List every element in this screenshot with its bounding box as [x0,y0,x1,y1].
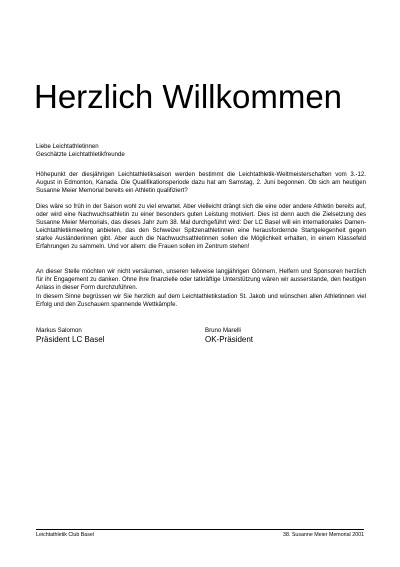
signature-left [36,327,104,345]
page-title: Herzlich Willkommen [34,78,343,115]
paragraph-1: Höhepunkt der diesjährigen Leichtathletiksaison werden bestimmt die Leichtathletik-Weltmeisterschaften vom 3.-12. August in Edmonton, Kanada. Die Qualifikationsperiode dazu hat am Samstag, 2. Juni begonnen. Ob sich am heutigen Susanne Meier Memorial bereits ein Athletin qualifiziert? [36,171,366,195]
paragraph-3: An dieser Stelle möchten wir nicht versäumen, unseren teilweise langjährigen Gönnern, Helfern und Sponsoren herzlich für ihr Engagement zu danken. Ohne ihre finanzielle oder tatkräftige Unterstützung wären wir ausserstande, den heutigen Anlass in dieser Form durchzuführen. [36,268,366,292]
footer-divider [36,529,364,530]
signature-name: Bruno Marelli [205,327,241,334]
paragraph-2: Dies wäre so früh in der Saison wohl zu viel erwartet. Aber vielleicht drängt sich die eine oder andere Athletin bereits auf, oder wird eine Nachwuchsathletin zu einer besonders guten Leistung motiviert. Dies ist denn auch die Zielsetzung des Susanne Meier Memorials, das dieses Jahr zum 38. Mal durchgeführt wird: Der LC Basel will ein internationales Damen-Leichtathletikmeeting anbieten, das den Schweizer Spitzenathletinnen eine herausfordernde Startgelegenheit gegen starke Ausländerinnen gibt. Aber auch die Nachwuchsathletinnen sollen die Möglichkeit erhalten, in einem Klassefeld Erfahrungen zu sammeln. Und vor allem: die Frauen sollen im Zentrum stehen! [36,203,366,251]
signature-name: Markus Salomon [36,327,82,334]
salutation [36,143,125,159]
footer-left: Leichtathletik Club Basel [36,532,95,538]
signature-role: Präsident LC Basel [36,335,105,344]
signature-right [205,327,253,345]
footer-right: 38. Susanne Meier Memorial 2001 [283,532,364,538]
salutation-line-2: Geschätzte Leichtathletikfreunde [36,151,125,158]
paragraph-4: In diesem Sinne begrüssen wir Sie herzlich auf dem Leichtathletikstadion St. Jakob und wünschen allen Athletinnen viel Erfolg und den Zuschauern spannende Wettkämpfe. [36,293,366,309]
salutation-line-1: Liebe Leichtathletinnen [36,143,99,150]
signature-role: OK-Präsident [205,335,254,344]
